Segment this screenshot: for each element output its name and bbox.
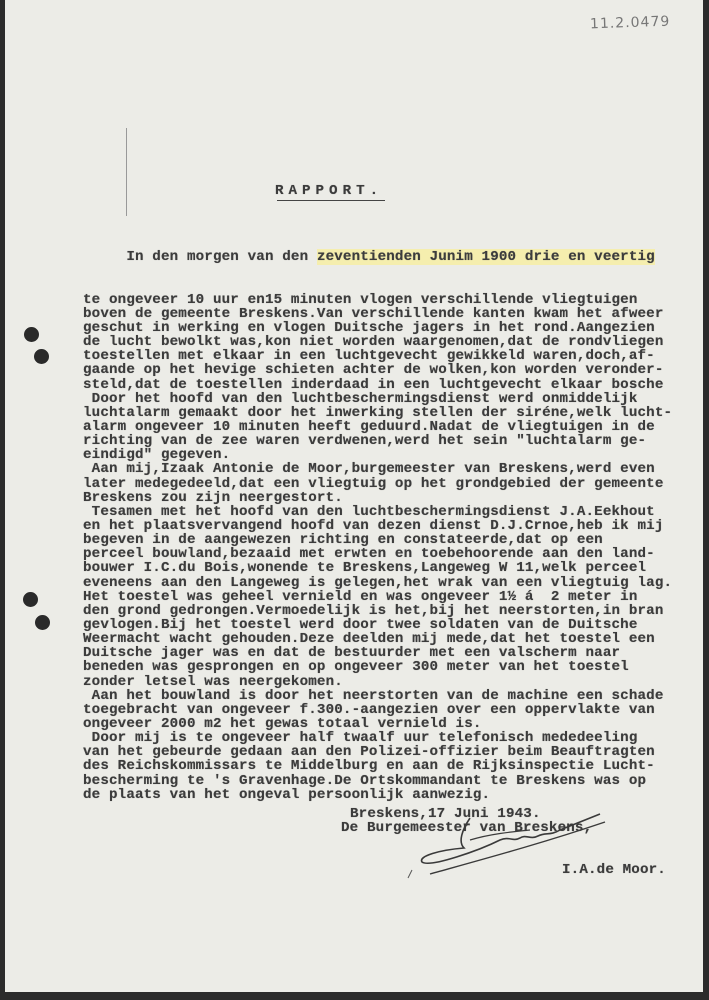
punch-hole bbox=[35, 615, 50, 630]
document-page bbox=[5, 0, 703, 992]
text-line: perceel bouwland,bezaaid met erwten en toebehoorende aan den land- bbox=[83, 546, 655, 563]
text-fragment: In den morgen van den bbox=[83, 249, 317, 266]
text-line: boven de gemeente Breskens.Van verschillende kanten kwam het afweer bbox=[83, 305, 664, 322]
text-line: des Reichskommissars te Middelburg en aan de Rijksinspectie Lucht- bbox=[83, 758, 655, 775]
text-line: toegebracht van ongeveer f.300.-aangezien over een oppervlakte van bbox=[83, 701, 655, 718]
text-line: en het plaatsvervangend hoofd van dezen dienst D.J.Crnoe,heb ik mij bbox=[83, 518, 664, 535]
text-line: bouwer I.C.du Bois,wonende te Breskens,Langeweg W 11,welk perceel bbox=[83, 560, 647, 577]
text-line bbox=[83, 250, 672, 264]
text-line: Aan het bouwland is door het neerstorten van de machine een schade bbox=[83, 687, 664, 704]
punch-hole bbox=[24, 327, 39, 342]
punch-hole bbox=[23, 592, 38, 607]
text-line: van het gebeurde gedaan aan den Polizei-offizier beim Beauftragten bbox=[83, 744, 655, 761]
margin-line bbox=[126, 128, 127, 216]
signatory-name: I.A.de Moor. bbox=[562, 862, 666, 878]
report-body bbox=[83, 222, 672, 802]
text-line: ongeveer 2000 m2 het gewas totaal vernield is. bbox=[83, 715, 482, 732]
text-line: Breskens zou zijn neergestort. bbox=[83, 489, 343, 506]
signatory-title: De Burgemeester van Breskens, bbox=[341, 820, 593, 836]
text-line: de plaats van het ongeval persoonlijk aanwezig. bbox=[83, 786, 491, 803]
text-line: eindigd" gegeven. bbox=[83, 447, 231, 464]
text-line: gevlogen.Bij het toestel werd door twee soldaten van de Duitsche bbox=[83, 617, 638, 633]
text-line: steld,dat de toestellen inderdaad in een luchtgevecht elkaar bosche bbox=[83, 376, 664, 393]
text-line: Door het hoofd van den luchtbeschermingsdienst werd onmiddelijk bbox=[83, 390, 638, 407]
text-line: toestellen met elkaar in een luchtgevecht gewikkeld waren,doch,af- bbox=[83, 348, 655, 365]
document-title: RAPPORT. bbox=[275, 183, 384, 199]
text-line: begeven in de aangewezen richting en constateerde,dat op een bbox=[83, 532, 603, 549]
text-line: te ongeveer 10 uur en15 minuten vlogen verschillende vliegtuigen bbox=[83, 291, 638, 308]
text-line: later medegedeeld,dat een vliegtuig op het grondgebied der gemeente bbox=[83, 475, 664, 492]
title-underline bbox=[277, 200, 385, 201]
place-and-date: Breskens,17 Juni 1943. bbox=[350, 806, 541, 822]
text-line: bescherming te 's Gravenhage.De Ortskommandant te Breskens was op bbox=[83, 772, 647, 789]
text-line: richting van de zee waren verdwenen,werd het sein "luchtalarm ge- bbox=[83, 433, 647, 450]
text-line: Weermacht wacht gehouden.Deze deelden mij mede,dat het toestel een bbox=[83, 631, 655, 648]
punch-hole bbox=[34, 349, 49, 364]
text-line: geschut in werking en vlogen Duitsche jagers in het rond.Aangezien bbox=[83, 320, 655, 337]
text-line: de lucht bewolkt was,kon niet worden waargenomen,dat de rondvliegen bbox=[83, 334, 664, 351]
text-line: gaande op het hevige schieten achter de wolken,kon worden veronder- bbox=[83, 362, 664, 379]
archive-number: 11.2.0479 bbox=[589, 13, 671, 33]
text-line: beneden was gesprongen en op ongeveer 300 meter van het toestel bbox=[83, 659, 629, 676]
text-line: zonder letsel was neergekomen. bbox=[83, 673, 343, 690]
text-line: Het toestel was geheel vernield en was ongeveer 1½ á 2 meter in bbox=[83, 588, 638, 605]
text-line: den grond gedrongen.Vermoedelijk is het,bij het neerstorten,in bran bbox=[83, 602, 664, 619]
text-line: eveneens aan den Langeweg is gelegen,het wrak van een vliegtuig lag. bbox=[83, 574, 673, 591]
text-line: Aan mij,Izaak Antonie de Moor,burgemeester van Breskens,werd even bbox=[83, 461, 655, 478]
text-line: alarm ongeveer 10 minuten heeft geduurd.Nadat de vliegtuigen in de bbox=[83, 419, 655, 436]
text-line: luchtalarm gemaakt door het inwerking stellen der siréne,welk lucht- bbox=[83, 404, 673, 421]
text-line: Duitsche jager was en dat de bestuurder met een valscherm naar bbox=[83, 645, 621, 662]
highlighted-date: zeventienden Junim 1900 drie en veertig bbox=[316, 249, 655, 266]
text-line: Door mij is te ongeveer half twaalf uur telefonisch mededeeling bbox=[83, 730, 638, 747]
text-line: Tesamen met het hoofd van den luchtbeschermingsdienst J.A.Eekhout bbox=[83, 503, 655, 520]
